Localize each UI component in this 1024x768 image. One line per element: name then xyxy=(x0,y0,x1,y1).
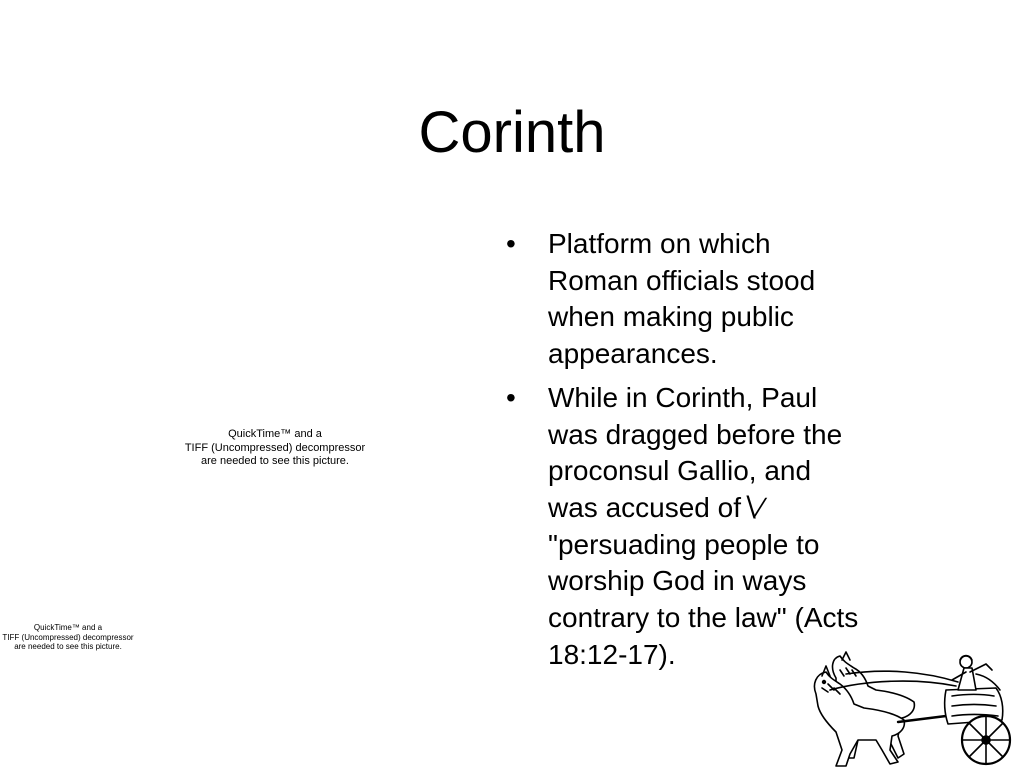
bullet-marker: • xyxy=(506,228,516,259)
chariot-clipart xyxy=(806,650,1018,768)
placeholder-line: are needed to see this picture. xyxy=(201,455,349,467)
bullet-line: appearances. xyxy=(548,338,718,370)
bullet-line: 18:12-17). xyxy=(548,638,676,670)
quicktime-placeholder-small xyxy=(0,623,136,652)
quicktime-placeholder-large xyxy=(160,428,390,469)
placeholder-line: QuickTime™ and a xyxy=(228,428,322,440)
bullet-list xyxy=(506,226,936,680)
bullet-item xyxy=(506,226,936,373)
bullet-line: "persuading people to xyxy=(548,528,820,560)
bullet-line: contrary to the law" (Acts xyxy=(548,602,859,634)
placeholder-line: TIFF (Uncompressed) decompressor xyxy=(2,632,134,642)
placeholder-line: TIFF (Uncompressed) decompressor xyxy=(184,441,366,454)
placeholder-line: QuickTime™ and a xyxy=(33,623,103,632)
bullet-line: Roman officials stood xyxy=(548,264,816,296)
bullet-line: when making public xyxy=(548,301,794,333)
bullet-line: While in Corinth, Paul xyxy=(548,381,818,413)
bullet-item xyxy=(506,380,936,674)
bullet-line: proconsul Gallio, and xyxy=(548,455,812,487)
bullet-marker: • xyxy=(506,381,516,413)
bullet-line: was dragged before the xyxy=(548,418,843,450)
slide-title: Corinth xyxy=(418,100,606,165)
bullet-line: was accused of∖∕ xyxy=(548,491,764,523)
bullet-line: Platform on which xyxy=(548,228,771,259)
placeholder-line: are needed to see this picture. xyxy=(14,642,122,651)
bullet-line: worship God in ways xyxy=(548,565,807,597)
